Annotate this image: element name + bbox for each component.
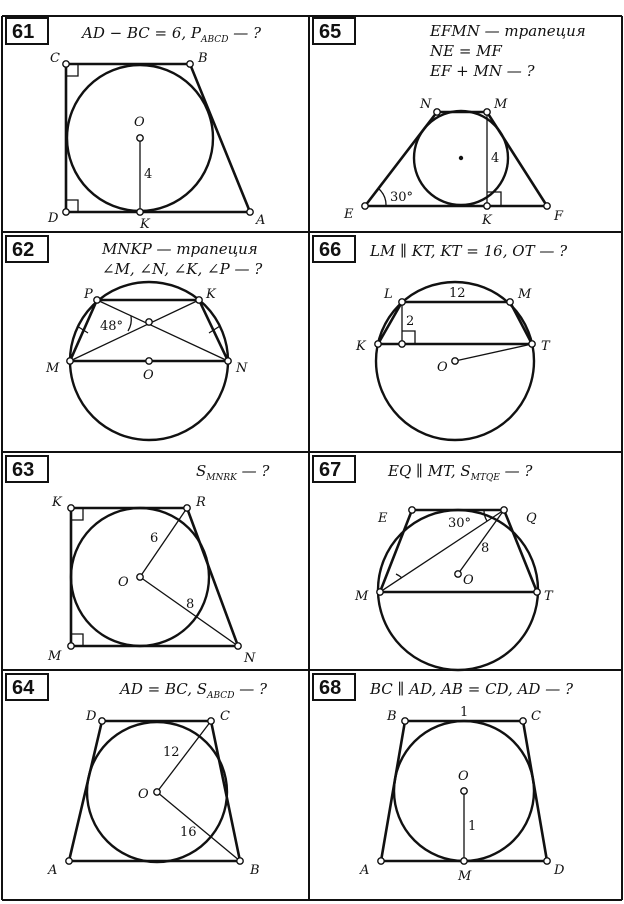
- angle-arc: [379, 189, 386, 206]
- trapezoid-abcd: [66, 64, 250, 212]
- length-label: 12: [163, 745, 180, 760]
- point-label-o: O: [458, 769, 469, 784]
- point-marker: [68, 643, 74, 649]
- point-marker: [520, 718, 526, 724]
- point-marker: [544, 858, 550, 864]
- point-label-e: E: [344, 207, 354, 222]
- point-marker: [362, 203, 368, 209]
- problem-number: 62: [12, 239, 35, 261]
- point-marker: [225, 358, 231, 364]
- problem-statement: BC ∥ AD, AB = CD, AD — ?: [370, 680, 574, 698]
- point-label-c: C: [220, 709, 230, 724]
- point-marker: [187, 61, 193, 67]
- problem-62: [6, 236, 263, 440]
- problem-statement: $S_{MNRK}$ — ?: [196, 462, 270, 483]
- point-marker: [409, 507, 415, 513]
- point-label-p: P: [84, 287, 93, 302]
- point-marker: [484, 109, 490, 115]
- angle-label: 48°: [100, 319, 124, 334]
- problem-65: [313, 18, 586, 228]
- point-marker: [529, 341, 535, 347]
- length-label: 12: [449, 286, 466, 301]
- problem-number: 64: [12, 677, 35, 699]
- point-label-d: D: [554, 863, 565, 878]
- point-marker: [455, 571, 461, 577]
- point-label-k: K: [482, 213, 492, 228]
- point-label-o: O: [138, 787, 149, 802]
- point-label-b: B: [387, 709, 397, 724]
- point-label-q: Q: [526, 511, 537, 526]
- point-label-f: F: [554, 209, 564, 224]
- point-label-n: N: [236, 361, 248, 376]
- point-marker: [235, 643, 241, 649]
- point-marker: [99, 718, 105, 724]
- point-label-b: B: [250, 863, 260, 878]
- point-label-o: O: [463, 573, 474, 588]
- problem-61: [6, 18, 265, 232]
- problem-statement-line: NE = MF: [430, 42, 502, 60]
- length-label: 1: [460, 705, 469, 720]
- point-label-a: A: [48, 863, 58, 878]
- point-marker: [63, 61, 69, 67]
- problem-statement-line: EF + MN — ?: [430, 62, 535, 80]
- problem-statement: LM ∥ KT, KT = 16, OT — ?: [370, 242, 568, 260]
- length-label: 4: [144, 167, 153, 182]
- angle-arc: [128, 316, 131, 331]
- point-label-d: D: [86, 709, 97, 724]
- point-marker: [94, 297, 100, 303]
- point-label-m: M: [518, 287, 532, 302]
- point-label-m: M: [46, 361, 60, 376]
- length-label: 16: [180, 825, 197, 840]
- point-marker: [461, 788, 467, 794]
- problem-statement: EQ ∥ MT, $S_{MTQE}$ — ?: [388, 462, 533, 483]
- point-marker: [247, 209, 253, 215]
- point-label-k: K: [140, 217, 150, 232]
- point-label-e: E: [378, 511, 388, 526]
- point-marker: [237, 858, 243, 864]
- problem-number: 65: [319, 21, 342, 43]
- problem-68: [313, 674, 574, 884]
- point-marker: [184, 505, 190, 511]
- problem-66: [313, 236, 568, 440]
- point-label-l: L: [384, 287, 393, 302]
- radius-ot: [455, 344, 532, 361]
- point-marker: [534, 589, 540, 595]
- problem-63: [6, 456, 270, 666]
- point-marker: [378, 858, 384, 864]
- angle-label: 30°: [390, 190, 414, 205]
- point-marker: [399, 341, 405, 347]
- point-marker: [544, 203, 550, 209]
- point-label-t: T: [544, 589, 553, 604]
- length-label: 4: [491, 151, 500, 166]
- center-point: [459, 156, 463, 160]
- point-label-n: N: [244, 651, 256, 666]
- point-label-o: O: [143, 368, 154, 383]
- problem-statement-line: MNKP — трапеция: [102, 240, 258, 258]
- problem-67: [313, 456, 554, 670]
- point-marker: [434, 109, 440, 115]
- problem-number: 67: [319, 459, 342, 481]
- problem-statement: AD − BC = 6, $P_{ABCD}$ — ?: [82, 24, 261, 45]
- problem-64: [6, 674, 268, 878]
- point-marker: [137, 135, 143, 141]
- problem-statement-line: EFMN — трапеция: [430, 22, 586, 40]
- point-marker: [146, 319, 152, 325]
- point-marker: [501, 507, 507, 513]
- trapezoid-mnkp: [70, 300, 228, 361]
- point-marker: [402, 718, 408, 724]
- point-marker: [375, 341, 381, 347]
- length-label: 2: [406, 314, 415, 329]
- point-label-d: D: [48, 211, 59, 226]
- point-marker: [377, 589, 383, 595]
- point-label-k: K: [356, 339, 366, 354]
- point-marker: [146, 358, 152, 364]
- point-marker: [68, 505, 74, 511]
- length-label: 8: [481, 541, 490, 556]
- problem-statement: AD = BC, $S_{ABCD}$ — ?: [120, 680, 267, 701]
- problem-number: 66: [319, 239, 342, 261]
- point-marker: [137, 574, 143, 580]
- point-label-m: M: [458, 869, 472, 884]
- point-marker: [461, 858, 467, 864]
- angle-arc: [396, 574, 402, 578]
- length-label: 8: [186, 597, 195, 612]
- problem-statement-line: ∠M, ∠N, ∠K, ∠P — ?: [102, 260, 263, 278]
- point-label-m: M: [494, 97, 508, 112]
- point-marker: [208, 718, 214, 724]
- point-marker: [484, 203, 490, 209]
- point-marker: [63, 209, 69, 215]
- point-label-n: N: [420, 97, 432, 112]
- point-label-m: M: [355, 589, 369, 604]
- point-label-c: C: [50, 51, 60, 66]
- point-marker: [67, 358, 73, 364]
- point-marker: [66, 858, 72, 864]
- point-marker: [154, 789, 160, 795]
- point-label-k: K: [52, 495, 62, 510]
- problem-number: 61: [12, 21, 35, 43]
- segment-or: [140, 508, 187, 577]
- point-label-t: T: [541, 339, 550, 354]
- point-label-r: R: [196, 495, 206, 510]
- point-label-o: O: [437, 360, 448, 375]
- point-marker: [196, 297, 202, 303]
- point-marker: [452, 358, 458, 364]
- point-label-m: M: [48, 649, 62, 664]
- point-label-a: A: [256, 213, 266, 228]
- problem-number: 63: [12, 459, 35, 481]
- point-marker: [507, 299, 513, 305]
- length-label: 6: [150, 531, 159, 546]
- length-label: 1: [468, 819, 477, 834]
- trapezoid-mnrk: [71, 508, 238, 646]
- point-label-b: B: [198, 51, 208, 66]
- trapezoid-lmtk: [378, 302, 532, 344]
- point-label-o: O: [118, 575, 129, 590]
- point-label-o: O: [134, 115, 145, 130]
- point-label-c: C: [531, 709, 541, 724]
- point-label-a: A: [360, 863, 370, 878]
- point-marker: [399, 299, 405, 305]
- point-marker: [137, 209, 143, 215]
- problem-number: 68: [319, 677, 342, 699]
- angle-label: 30°: [448, 516, 472, 531]
- point-label-k: K: [206, 287, 216, 302]
